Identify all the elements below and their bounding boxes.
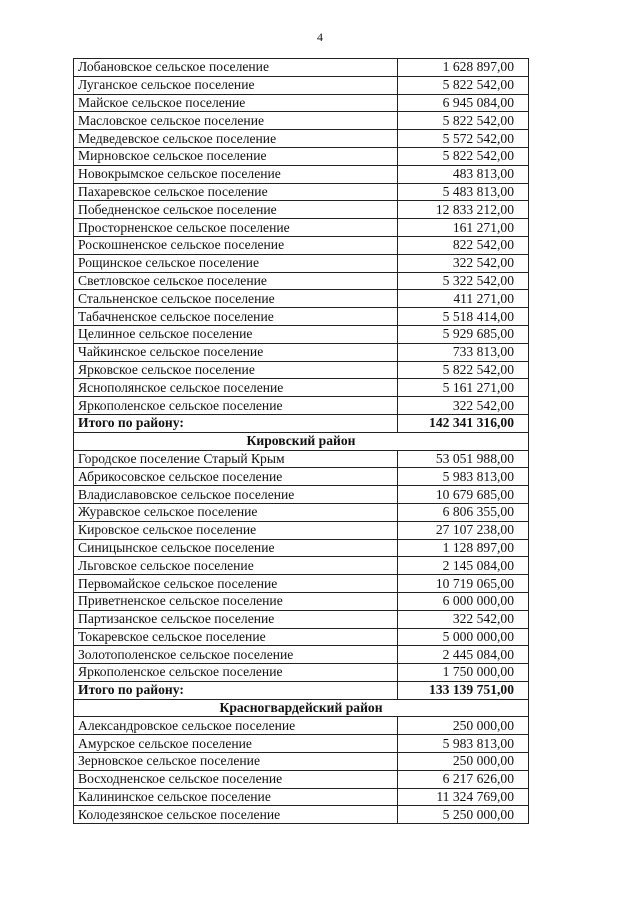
table-row xyxy=(74,503,529,521)
settlement-amount: 12 833 212,00 xyxy=(398,201,529,219)
table-row xyxy=(74,361,529,379)
settlement-name: Мирновское сельское поселение xyxy=(74,147,398,165)
settlement-name: Калининское сельское поселение xyxy=(74,788,398,806)
allocation-table xyxy=(73,58,529,824)
district-name: Красногвардейский район xyxy=(74,699,529,717)
settlement-name: Городское поселение Старый Крым xyxy=(74,450,398,468)
table-row xyxy=(74,735,529,753)
settlement-amount: 411 271,00 xyxy=(398,290,529,308)
table-row xyxy=(74,165,529,183)
table-row xyxy=(74,806,529,824)
settlement-name: Владиславовское сельское поселение xyxy=(74,486,398,504)
settlement-amount: 322 542,00 xyxy=(398,397,529,415)
settlement-amount: 27 107 238,00 xyxy=(398,521,529,539)
table-row xyxy=(74,343,529,361)
settlement-name: Светловское сельское поселение xyxy=(74,272,398,290)
settlement-name: Золотополенское сельское поселение xyxy=(74,646,398,664)
settlement-amount: 5 929 685,00 xyxy=(398,325,529,343)
settlement-amount: 2 145 084,00 xyxy=(398,557,529,575)
table-row xyxy=(74,646,529,664)
settlement-name: Яркополенское сельское поселение xyxy=(74,397,398,415)
settlement-amount: 483 813,00 xyxy=(398,165,529,183)
settlement-name: Луганское сельское поселение xyxy=(74,76,398,94)
table-row xyxy=(74,521,529,539)
settlement-name: Яркополенское сельское поселение xyxy=(74,664,398,682)
table-row xyxy=(74,753,529,771)
table-row xyxy=(74,112,529,130)
table-row xyxy=(74,539,529,557)
table-row xyxy=(74,397,529,415)
allocation-table-body xyxy=(74,59,529,824)
settlement-amount: 5 822 542,00 xyxy=(398,76,529,94)
settlement-amount: 2 445 084,00 xyxy=(398,646,529,664)
table-row xyxy=(74,575,529,593)
table-row xyxy=(74,628,529,646)
table-row xyxy=(74,468,529,486)
settlement-name: Лобановское сельское поселение xyxy=(74,59,398,77)
table-row xyxy=(74,325,529,343)
settlement-name: Токаревское сельское поселение xyxy=(74,628,398,646)
settlement-amount: 1 128 897,00 xyxy=(398,539,529,557)
settlement-amount: 5 483 813,00 xyxy=(398,183,529,201)
settlement-amount: 822 542,00 xyxy=(398,236,529,254)
settlement-amount: 6 217 626,00 xyxy=(398,770,529,788)
settlement-name: Новокрымское сельское поселение xyxy=(74,165,398,183)
table-row xyxy=(74,770,529,788)
table-row xyxy=(74,130,529,148)
settlement-name: Просторненское сельское поселение xyxy=(74,219,398,237)
settlement-name: Роскошненское сельское поселение xyxy=(74,236,398,254)
settlement-amount: 5 983 813,00 xyxy=(398,468,529,486)
table-row xyxy=(74,236,529,254)
table-row xyxy=(74,59,529,77)
table-row xyxy=(74,254,529,272)
district-header-row xyxy=(74,699,529,717)
settlement-name: Рощинское сельское поселение xyxy=(74,254,398,272)
settlement-name: Чайкинское сельское поселение xyxy=(74,343,398,361)
settlement-amount: 250 000,00 xyxy=(398,753,529,771)
settlement-amount: 322 542,00 xyxy=(398,254,529,272)
settlement-name: Льговское сельское поселение xyxy=(74,557,398,575)
settlement-name: Табачненское сельское поселение xyxy=(74,308,398,326)
table-row xyxy=(74,147,529,165)
district-header-row xyxy=(74,432,529,450)
settlement-name: Александровское сельское поселение xyxy=(74,717,398,735)
settlement-amount: 5 822 542,00 xyxy=(398,147,529,165)
settlement-amount: 6 806 355,00 xyxy=(398,503,529,521)
settlement-name: Журавское сельское поселение xyxy=(74,503,398,521)
settlement-amount: 5 000 000,00 xyxy=(398,628,529,646)
table-row xyxy=(74,788,529,806)
settlement-name: Победненское сельское поселение xyxy=(74,201,398,219)
district-total-row xyxy=(74,414,529,432)
settlement-name: Синицынское сельское поселение xyxy=(74,539,398,557)
table-row xyxy=(74,717,529,735)
settlement-name: Кировское сельское поселение xyxy=(74,521,398,539)
settlement-name: Амурское сельское поселение xyxy=(74,735,398,753)
settlement-amount: 5 822 542,00 xyxy=(398,361,529,379)
settlement-name: Абрикосовское сельское поселение xyxy=(74,468,398,486)
total-amount: 142 341 316,00 xyxy=(398,414,529,432)
table-row xyxy=(74,183,529,201)
table-row xyxy=(74,610,529,628)
settlement-name: Ярковское сельское поселение xyxy=(74,361,398,379)
table-row xyxy=(74,486,529,504)
table-row xyxy=(74,201,529,219)
settlement-amount: 5 572 542,00 xyxy=(398,130,529,148)
settlement-amount: 10 719 065,00 xyxy=(398,575,529,593)
district-name: Кировский район xyxy=(74,432,529,450)
settlement-name: Колодезянское сельское поселение xyxy=(74,806,398,824)
settlement-amount: 5 822 542,00 xyxy=(398,112,529,130)
settlement-name: Майское сельское поселение xyxy=(74,94,398,112)
settlement-amount: 10 679 685,00 xyxy=(398,486,529,504)
settlement-name: Зерновское сельское поселение xyxy=(74,753,398,771)
settlement-amount: 5 161 271,00 xyxy=(398,379,529,397)
settlement-amount: 6 945 084,00 xyxy=(398,94,529,112)
total-amount: 133 139 751,00 xyxy=(398,681,529,699)
settlement-amount: 250 000,00 xyxy=(398,717,529,735)
settlement-amount: 53 051 988,00 xyxy=(398,450,529,468)
settlement-amount: 11 324 769,00 xyxy=(398,788,529,806)
table-row xyxy=(74,308,529,326)
page-number: 4 xyxy=(317,30,323,44)
settlement-name: Медведевское сельское поселение xyxy=(74,130,398,148)
table-row xyxy=(74,94,529,112)
table-row xyxy=(74,450,529,468)
settlement-amount: 5 518 414,00 xyxy=(398,308,529,326)
settlement-name: Масловское сельское поселение xyxy=(74,112,398,130)
settlement-name: Целинное сельское поселение xyxy=(74,325,398,343)
table-row xyxy=(74,557,529,575)
table-row xyxy=(74,379,529,397)
district-total-row xyxy=(74,681,529,699)
table-row xyxy=(74,592,529,610)
table-row xyxy=(74,219,529,237)
settlement-amount: 5 250 000,00 xyxy=(398,806,529,824)
settlement-name: Первомайское сельское поселение xyxy=(74,575,398,593)
total-label: Итого по району: xyxy=(74,681,398,699)
settlement-amount: 161 271,00 xyxy=(398,219,529,237)
settlement-amount: 1 750 000,00 xyxy=(398,664,529,682)
table-row xyxy=(74,272,529,290)
settlement-name: Стальненское сельское поселение xyxy=(74,290,398,308)
total-label: Итого по району: xyxy=(74,414,398,432)
settlement-name: Пахаревское сельское поселение xyxy=(74,183,398,201)
settlement-amount: 5 322 542,00 xyxy=(398,272,529,290)
settlement-amount: 6 000 000,00 xyxy=(398,592,529,610)
settlement-name: Партизанское сельское поселение xyxy=(74,610,398,628)
settlement-amount: 733 813,00 xyxy=(398,343,529,361)
settlement-name: Яснополянское сельское поселение xyxy=(74,379,398,397)
table-row xyxy=(74,664,529,682)
settlement-name: Восходненское сельское поселение xyxy=(74,770,398,788)
table-row xyxy=(74,76,529,94)
settlement-amount: 1 628 897,00 xyxy=(398,59,529,77)
settlement-name: Приветненское сельское поселение xyxy=(74,592,398,610)
settlement-amount: 5 983 813,00 xyxy=(398,735,529,753)
table-row xyxy=(74,290,529,308)
settlement-amount: 322 542,00 xyxy=(398,610,529,628)
